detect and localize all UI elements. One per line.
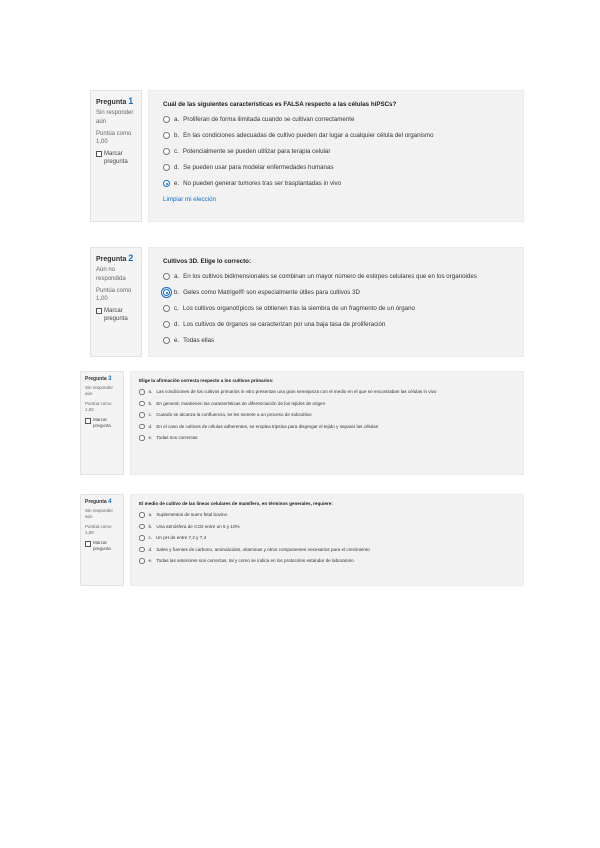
question-content-2 (148, 247, 524, 357)
flag-icon[interactable] (96, 308, 102, 314)
question-info-1 (90, 90, 142, 222)
flag-icon[interactable] (85, 541, 91, 547)
flag-icon[interactable] (85, 418, 91, 424)
radio-selected-icon[interactable] (163, 289, 170, 296)
question-info-2 (90, 247, 142, 357)
question-status-4: Sin responder aún (85, 508, 114, 520)
radio-icon[interactable] (139, 558, 145, 564)
option-4d[interactable]: d. Sales y fuentes de carbono, aminoácidos, vitaminas y otros componentes necesarios para el crecimiento (139, 547, 515, 553)
radio-icon[interactable] (139, 524, 145, 530)
radio-icon[interactable] (163, 305, 170, 312)
question-prompt-3: Elige la afirmación correcta respecto a los cultivos primarios: (139, 378, 274, 383)
question-status-2: Aún no respondida (96, 267, 126, 282)
radio-icon[interactable] (163, 164, 170, 171)
option-3a[interactable]: a. Las condiciones de los cultivos primarios in vitro presentan una gran semejanza con el medio en el que se encontraban las células in vivo (139, 389, 515, 395)
radio-icon[interactable] (163, 116, 170, 123)
question-score-2: Puntúa como 1,00 (96, 287, 132, 302)
option-1d[interactable]: d. Se pueden usar para modelar enfermedades humanas (163, 164, 509, 171)
flag-question-2[interactable]: Marcar pregunta (96, 307, 136, 323)
question-prompt-4: El medio de cultivo de las líneas celulares de mamífero, en términos generales, requiere: (139, 501, 333, 506)
option-2d[interactable]: d. Los cultivos de órganos se caracterizan por una baja tasa de proliferación (163, 321, 509, 328)
radio-icon[interactable] (139, 535, 145, 541)
option-2b[interactable]: b. Geles como Matrigel® son especialmente útiles para cultivos 3D (163, 289, 509, 296)
option-2e[interactable]: e. Todas ellas (163, 337, 509, 344)
option-4a[interactable]: a. Suplementos de suero fetal bovino (139, 512, 515, 518)
question-4 (80, 494, 524, 586)
radio-icon[interactable] (139, 412, 145, 418)
question-score-4: Puntúa como 1,00 (85, 524, 112, 536)
radio-icon[interactable] (139, 424, 145, 430)
question-number-1: Pregunta 1 (96, 96, 134, 106)
question-info-4 (80, 494, 124, 586)
question-content-1 (148, 90, 524, 222)
option-3b[interactable]: b. En general, mantienen las características de diferenciación de los tejidos de origen (139, 401, 515, 407)
option-4b[interactable]: b. Una atmósfera de CO2 entre un 5 y 10% (139, 524, 515, 530)
option-1b[interactable]: b. En las condiciones adecuadas de cultivo pueden dar lugar a cualquier célula del organismo (163, 132, 509, 139)
question-3 (80, 371, 524, 475)
flag-question-1[interactable]: Marcar pregunta (96, 150, 136, 166)
question-number-4: Pregunta 4 (85, 499, 112, 505)
radio-icon[interactable] (163, 337, 170, 344)
option-1a[interactable]: a. Proliferan de forma ilimitada cuando se cultivan correctamente (163, 116, 509, 123)
flag-question-3[interactable]: Marcar pregunta (85, 417, 119, 429)
option-2c[interactable]: c. Los cultivos organotípicos se obtienen tras la siembra de un fragmento de un órgano (163, 305, 509, 312)
option-4e[interactable]: e. Todas las anteriores son correctas, tal y como se indica en los protocolos estándar de laboratorio (139, 558, 515, 564)
clear-choice-link[interactable]: Limpiar mi elección (163, 196, 216, 203)
flag-icon[interactable] (96, 151, 102, 157)
question-prompt-2: Cultivos 3D. Elige lo correcto: (163, 258, 252, 265)
radio-icon[interactable] (163, 148, 170, 155)
question-prompt-1: Cuál de las siguientes características es FALSA respecto a las células hiPSCs? (163, 101, 397, 108)
question-2 (90, 247, 524, 357)
option-3d[interactable]: d. En el caso de cultivos de células adherentes, se emplea tripsina para disgregar el tejido y separar las células (139, 424, 515, 430)
question-content-4 (130, 494, 524, 586)
radio-icon[interactable] (139, 512, 145, 518)
radio-icon[interactable] (139, 401, 145, 407)
radio-icon[interactable] (139, 547, 145, 553)
question-1 (90, 90, 524, 222)
radio-selected-icon[interactable] (163, 180, 170, 187)
radio-icon[interactable] (163, 273, 170, 280)
radio-icon[interactable] (163, 321, 170, 328)
option-4c[interactable]: c. Un pH de entre 7,2 y 7,4 (139, 535, 515, 541)
question-score-1: Puntúa como 1,00 (96, 130, 132, 145)
option-2a[interactable]: a. En los cultivos bidimensionales se combinan un mayor número de estirpes celulares que en los organoides (163, 273, 509, 280)
flag-question-4[interactable]: Marcar pregunta (85, 540, 119, 552)
option-1e[interactable]: e. No pueden generar tumores tras ser trasplantadas in vivo (163, 180, 509, 187)
question-score-3: Puntúa como 1,00 (85, 401, 112, 413)
option-1c[interactable]: c. Potencialmente se pueden utilizar para terapia celular (163, 148, 509, 155)
question-number-3: Pregunta 3 (85, 376, 112, 382)
option-3c[interactable]: c. Cuando se alcanza la confluencia, se les somete a un proceso de subcultivo (139, 412, 515, 418)
question-info-3 (80, 371, 124, 475)
option-3e[interactable]: e. Todas son correctas (139, 435, 515, 441)
radio-icon[interactable] (163, 132, 170, 139)
radio-icon[interactable] (139, 389, 145, 395)
question-content-3 (130, 371, 524, 475)
radio-icon[interactable] (139, 435, 145, 441)
question-number-2: Pregunta 2 (96, 253, 134, 263)
question-status-1: Sin responder aún (96, 110, 134, 125)
question-status-3: Sin responder aún (85, 385, 114, 397)
